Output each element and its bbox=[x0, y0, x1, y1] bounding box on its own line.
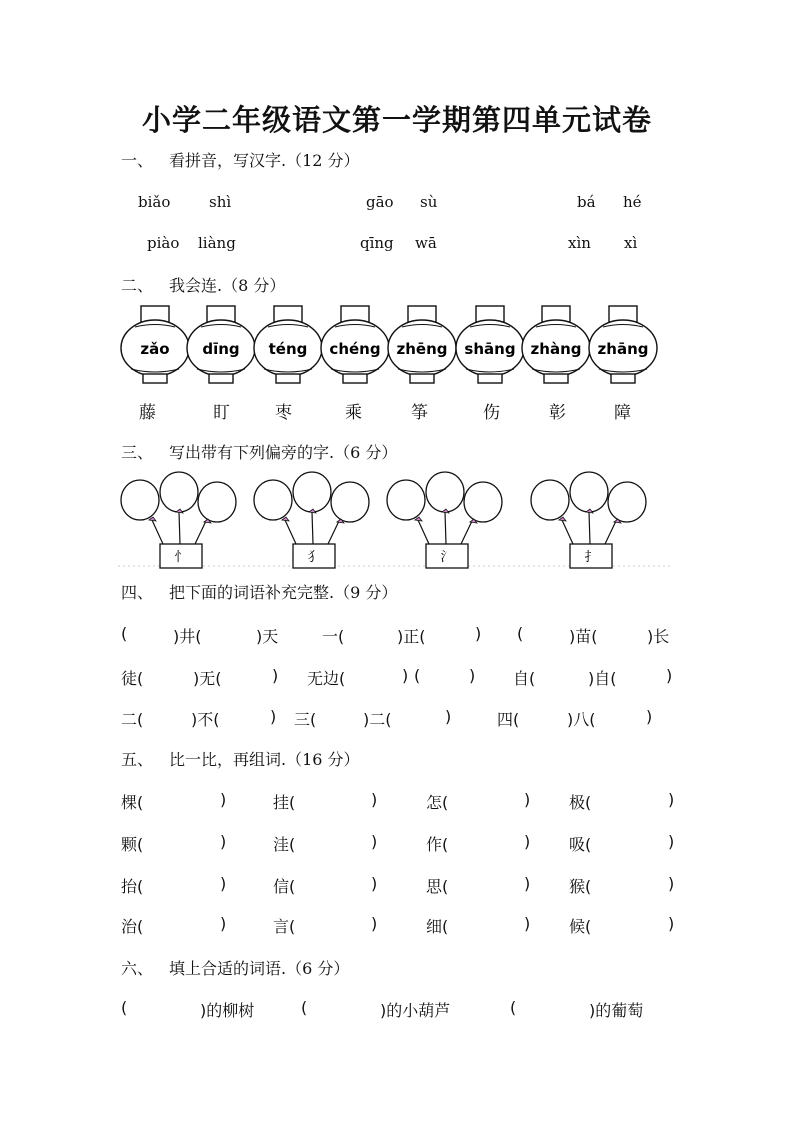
compare-fragment: ) bbox=[371, 832, 378, 851]
idiom-fragment: )无( bbox=[193, 669, 222, 688]
section-text: 比一比，再组词.（16 分） bbox=[169, 750, 360, 769]
lantern-pinyin: dīng bbox=[202, 340, 240, 358]
fill-fragment: )的小葫芦 bbox=[380, 1001, 451, 1020]
compare-fragment: 棵( bbox=[121, 793, 144, 812]
lantern-pinyin: chéng bbox=[329, 340, 381, 358]
idiom-fragment: 四( bbox=[497, 710, 520, 729]
lantern-char: 乘 bbox=[345, 403, 362, 423]
pinyin: shì bbox=[209, 193, 232, 211]
pinyin: wā bbox=[415, 234, 437, 252]
fill-fragment: ( bbox=[510, 998, 517, 1017]
lantern-char: 枣 bbox=[275, 403, 292, 423]
compare-fragment: 言( bbox=[273, 917, 296, 936]
idiom-fragment: ) bbox=[475, 624, 482, 643]
compare-fragment: 挂( bbox=[273, 793, 296, 812]
section-text: 填上合适的词语.（6 分） bbox=[169, 959, 350, 978]
idiom-fragment: )苗( bbox=[569, 627, 598, 646]
pinyin: liàng bbox=[198, 234, 236, 252]
lantern bbox=[321, 306, 389, 383]
compare-fragment: ) bbox=[668, 874, 675, 893]
idiom-fragment: 一( bbox=[322, 627, 345, 646]
compare-fragment: 治( bbox=[121, 917, 144, 936]
section-5-heading bbox=[121, 747, 360, 770]
compare-fragment: ) bbox=[524, 874, 531, 893]
lantern-pinyin: zhāng bbox=[597, 340, 649, 358]
fill-fragment: )的柳树 bbox=[200, 1001, 255, 1020]
idiom-fragment: 无边( bbox=[307, 669, 346, 688]
pinyin: piào bbox=[147, 234, 180, 252]
pinyin: qīng bbox=[360, 234, 394, 252]
idiom-fragment: 徒( bbox=[121, 669, 144, 688]
lantern-char: 障 bbox=[614, 403, 631, 423]
page-title: 小学二年级语文第一学期第四单元试卷 bbox=[141, 103, 652, 137]
compare-fragment: ) bbox=[371, 790, 378, 809]
section-4-heading bbox=[121, 580, 397, 603]
section-text: 看拼音，写汉字.（12 分） bbox=[169, 151, 360, 170]
section-number: 四、 bbox=[121, 583, 154, 602]
lantern-char: 藤 bbox=[139, 403, 156, 423]
lantern-row bbox=[110, 300, 670, 390]
lantern bbox=[589, 306, 657, 383]
section-number: 二、 bbox=[121, 276, 154, 295]
compare-fragment: ) bbox=[220, 790, 227, 809]
lantern-pinyin: téng bbox=[268, 340, 308, 358]
lantern bbox=[456, 306, 524, 383]
compare-fragment: ) bbox=[220, 832, 227, 851]
section-2-heading bbox=[121, 273, 285, 296]
lantern-char: 盯 bbox=[213, 403, 230, 423]
section-text: 写出带有下列偏旁的字.（6 分） bbox=[169, 443, 398, 462]
lantern-pinyin: zhàng bbox=[530, 340, 582, 358]
compare-fragment: 颗( bbox=[121, 835, 144, 854]
idiom-fragment: ( bbox=[517, 624, 524, 643]
compare-fragment: 细( bbox=[426, 917, 449, 936]
pinyin: hé bbox=[623, 193, 642, 211]
compare-fragment: ) bbox=[371, 874, 378, 893]
idiom-fragment: 自( bbox=[513, 669, 536, 688]
lantern-char: 伤 bbox=[483, 403, 500, 423]
lantern bbox=[187, 306, 255, 383]
fill-fragment: )的葡萄 bbox=[589, 1001, 644, 1020]
section-number: 三、 bbox=[121, 443, 154, 462]
compare-fragment: 思( bbox=[426, 877, 449, 896]
lantern-pinyin: zǎo bbox=[140, 340, 170, 358]
compare-fragment: 吸( bbox=[569, 835, 592, 854]
radical-label: 氵 bbox=[440, 550, 454, 565]
section-number: 五、 bbox=[121, 750, 154, 769]
idiom-fragment: )井( bbox=[173, 627, 202, 646]
section-text: 把下面的词语补充完整.（9 分） bbox=[169, 583, 398, 602]
compare-fragment: 抬( bbox=[121, 877, 144, 896]
compare-fragment: 极( bbox=[569, 793, 592, 812]
idiom-fragment: 三( bbox=[294, 710, 317, 729]
balloon-group bbox=[121, 472, 236, 568]
idiom-fragment: ( bbox=[414, 666, 421, 685]
idiom-fragment: )自( bbox=[588, 669, 617, 688]
idiom-fragment: ) bbox=[646, 707, 653, 726]
section-3-heading bbox=[121, 440, 397, 463]
radical-label: 忄 bbox=[174, 550, 188, 565]
idiom-fragment: )长 bbox=[647, 627, 670, 646]
compare-fragment: 猴( bbox=[569, 877, 592, 896]
idiom-fragment: ) bbox=[469, 666, 476, 685]
lantern bbox=[388, 306, 456, 383]
fill-fragment: ( bbox=[121, 998, 128, 1017]
lantern-pinyin: zhēng bbox=[396, 340, 448, 358]
idiom-fragment: ) bbox=[666, 666, 673, 685]
lantern bbox=[522, 306, 590, 383]
idiom-fragment: )不( bbox=[191, 710, 220, 729]
lantern-pinyin: shāng bbox=[464, 340, 516, 358]
compare-fragment: ) bbox=[668, 914, 675, 933]
idiom-fragment: ) bbox=[445, 707, 452, 726]
section-text: 我会连.（8 分） bbox=[169, 276, 286, 295]
balloon-group bbox=[387, 472, 502, 568]
compare-fragment: 候( bbox=[569, 917, 592, 936]
compare-fragment: ) bbox=[524, 790, 531, 809]
section-number: 一、 bbox=[121, 151, 154, 170]
compare-fragment: ) bbox=[371, 914, 378, 933]
radical-label: 扌 bbox=[584, 550, 598, 565]
balloon-group bbox=[531, 472, 646, 568]
section-6-heading bbox=[121, 956, 349, 979]
pinyin: sù bbox=[420, 193, 438, 211]
compare-fragment: 信( bbox=[273, 877, 296, 896]
balloon-groups bbox=[116, 470, 676, 572]
lantern bbox=[121, 306, 189, 383]
idiom-fragment: 二( bbox=[121, 710, 144, 729]
compare-fragment: ) bbox=[220, 874, 227, 893]
idiom-fragment: )二( bbox=[363, 710, 392, 729]
idiom-fragment: ) bbox=[270, 707, 277, 726]
compare-fragment: 作( bbox=[426, 835, 449, 854]
lantern bbox=[254, 306, 322, 383]
radical-label: 犭 bbox=[307, 550, 321, 565]
section-1-heading bbox=[121, 148, 360, 171]
compare-fragment: ) bbox=[524, 832, 531, 851]
idiom-fragment: ) bbox=[402, 666, 409, 685]
idiom-fragment: ) bbox=[272, 666, 279, 685]
idiom-fragment: )八( bbox=[567, 710, 596, 729]
idiom-fragment: ( bbox=[121, 624, 128, 643]
lantern-char: 筝 bbox=[411, 403, 428, 423]
compare-fragment: 怎( bbox=[426, 793, 449, 812]
compare-fragment: ) bbox=[220, 914, 227, 933]
compare-fragment: ) bbox=[668, 832, 675, 851]
idiom-fragment: )正( bbox=[397, 627, 426, 646]
pinyin: bá bbox=[577, 193, 596, 211]
section-number: 六、 bbox=[121, 959, 154, 978]
compare-fragment: 洼( bbox=[273, 835, 296, 854]
compare-fragment: ) bbox=[668, 790, 675, 809]
compare-fragment: ) bbox=[524, 914, 531, 933]
pinyin: gāo bbox=[366, 193, 394, 211]
idiom-fragment: )天 bbox=[256, 627, 279, 646]
pinyin: xì bbox=[624, 234, 638, 252]
pinyin: xìn bbox=[568, 234, 591, 252]
balloon-group bbox=[254, 472, 369, 568]
pinyin: biǎo bbox=[138, 193, 171, 211]
fill-fragment: ( bbox=[301, 998, 308, 1017]
lantern-char: 彰 bbox=[549, 403, 566, 423]
